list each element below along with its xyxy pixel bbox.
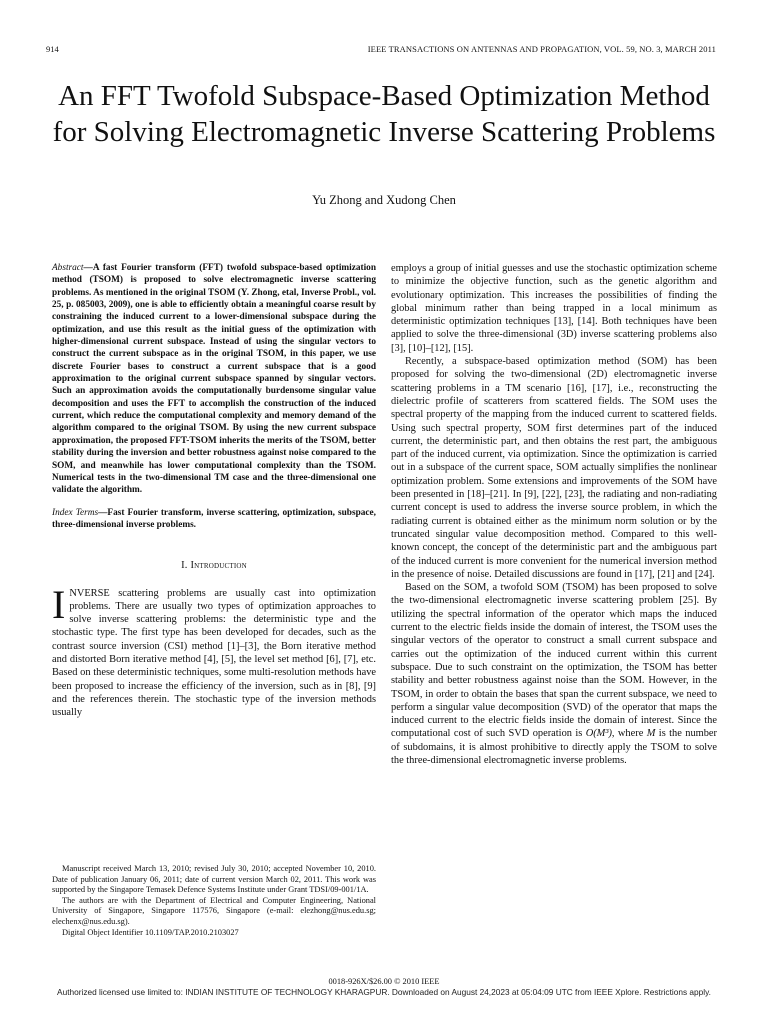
copyright-code: 0018-926X/$26.00 © 2010 IEEE [328, 977, 440, 986]
section-numeral: I. [181, 560, 188, 572]
index-terms-lead: Index Terms [52, 507, 99, 518]
license-notice: Authorized licensed use limited to: INDIAN INSTITUTE OF TECHNOLOGY KHARAGPUR. Downloaded on August 24,2023 at 05:04:09 UTC from IEEE Xplore. Restrictions apply. [57, 987, 711, 997]
abstract [52, 262, 376, 497]
left-column [52, 262, 376, 719]
right-paragraph-2: Recently, a subspace-based optimization method (SOM) has been proposed for solving the two-dimensional (2D) electromagnetic inverse scattering problems in a TM scenario [16], [17], i.e., reconstructing the dielectric profile of scatterers from scattered fields. The SOM uses the spectral property of the mapping from the induced current to scattered fields. Using such spectral property, SOM first determines part of the induced current, the deterministic part, and then obtains the rest part, the ambiguous part of the induced current, via optimization. Since the optimization is carried out in a subspace of the current space, SOM actually simplifies the nonlinear optimization problem. Some extensions and improvements of the SOM have been presented in [18]–[21]. In [9], [22], [23], the radiating and non-radiating current concept is used to address the inverse source problem, in which the radiating current is obtained either as the minimum norm solution or by the truncated singular value decomposition method. Compared to this well-known concept, the concept of the deterministic part and the ambiguous part of the induced current is more convenient for the numerical inversion method in the presence of noise. Detailed discussions are found in [17], [21] and [24]. [391, 356, 717, 580]
journal-header: IEEE TRANSACTIONS ON ANTENNAS AND PROPAGATION, VOL. 59, NO. 3, MARCH 2011 [367, 44, 716, 54]
abstract-text: —A fast Fourier transform (FFT) twofold subspace-based optimization method (TSOM) is proposed to solve electromagnetic inverse scattering problems. As mentioned in the original TSOM (Y. Zhong, etal, Inverse Probl., vol. 25, p. 085003, 2009), one is able to efficiently obtain a meaningful coarse result by constraining the induced current to a lower-dimensional subspace during the optimization, and use this result as the initial guess of the optimization with higher-dimensional current subspace. Instead of using the singular vectors to construct the current subspace as in the original TSOM, in this paper, we use discrete Fourier bases to construct a current subspace that is a good approximation to the original current subspace spanned by singular vectors. Such an approximation avoids the computationally burdensome singular value decomposition and uses the FFT to accomplish the construction of the induced current, which reduce the computational complexity and memory demand of the algorithm compared to the original TSOM. By using the new current subspace approximation, the proposed FFT-TSOM inherits the merits of the TSOM, better stability during the inversion and better robustness against noise compared to the SOM, and meanwhile has lower computational complexity than the TSOM. Numerical tests in the two-dimensional TM case and the three-dimensional one validate the algorithm. [52, 263, 376, 496]
intro-paragraph [52, 581, 376, 720]
dropcap-letter: I [52, 581, 66, 627]
page-number: 914 [46, 44, 59, 54]
footnote-affiliation: The authors are with the Department of Electrical and Computer Engineering, National University of Singapore, Singapore 117576, Singapore (e-mail: elezhong@nus.edu.sg; elechenx@nus.edu.sg). [52, 895, 376, 926]
footnotes [52, 864, 376, 938]
right-paragraph-1: employs a group of initial guesses and use the stochastic optimization scheme to minimize the objective function, such as the genetic algorithm and evolutionary optimization. This increases the possibilities of finding the global minimum rather than being trapped in a local minimum as deterministic optimization techniques [13], [14]. Both techniques have been applied to solve the three-dimensional (3D) inverse scattering problems also [3], [10]–[12], [15]. [391, 263, 717, 354]
complexity-math: O(M³) [585, 728, 612, 740]
section-heading [52, 559, 376, 572]
right-column [391, 262, 717, 767]
section-title: Introduction [190, 560, 247, 572]
index-terms-text: —Fast Fourier transform, inverse scattering, optimization, subspace, three-dimensional inverse problems. [52, 507, 376, 530]
p3-text-start: Based on the SOM, a twofold SOM (TSOM) has been proposed to solve the two-dimensional electromagnetic inverse scattering problem [25]. By utilizing the spectral information of the operator which maps the induced current to the electric fields inside the domain of interest, the TSOM uses the singular vectors of the operator to construct a small current subspace and carries out the optimization of the induced current within this current subspace. Due to such constraint on the optimization, the TSOM has better stability and better robustness against noise than the SOM. However, in the TSOM, in order to obtain the bases that span the current subspace, we need to perform a singular value decomposition (SVD) of the operator that maps the induced current to the electric fields inside the domain of interest. Since the computational cost of such SVD operation is [391, 582, 717, 740]
index-terms [52, 507, 376, 532]
intro-text: NVERSE scattering problems are usually cast into optimization problems. There are usually two types of optimization approaches to solve inverse scattering problems: the deterministic type and the stochastic type. The first type has been developed for decades, such as the contrast source inversion (CSI) method [1]–[3], the Born iterative method and distorted Born iterative method [4], [5], the level set method [6], [7], etc. Based on these deterministic techniques, some multi-resolution methods have been proposed to increase the efficiency of the inversion, such as in [8], [9] and the references therein. The stochastic type of the inversion methods usually [52, 587, 376, 719]
right-paragraph-3 [391, 581, 717, 767]
paper-title: An FFT Twofold Subspace-Based Optimization Method for Solving Electromagnetic Inverse Scattering Problems [52, 80, 716, 148]
footnote-manuscript: Manuscript received March 13, 2010; revised July 30, 2010; accepted November 10, 2010. Date of publication January 06, 2011; date of current version March 02, 2011. This work was supported by the Singapore Temasek Defence Systems Institute under Grant TDSI/09-001/1A. [52, 864, 376, 895]
p3-text-end: is the number of subdomains, it is almost prohibitive to directly apply the TSOM to solve the three-dimensional electromagnetic inverse problems. [391, 728, 717, 766]
variable-m: M [646, 728, 656, 740]
paper-authors: Yu Zhong and Xudong Chen [312, 193, 456, 207]
footnote-doi: Digital Object Identifier 10.1109/TAP.2010.2103027 [62, 927, 239, 937]
p3-text-mid: , where [611, 728, 647, 740]
abstract-lead: Abstract [52, 263, 84, 273]
